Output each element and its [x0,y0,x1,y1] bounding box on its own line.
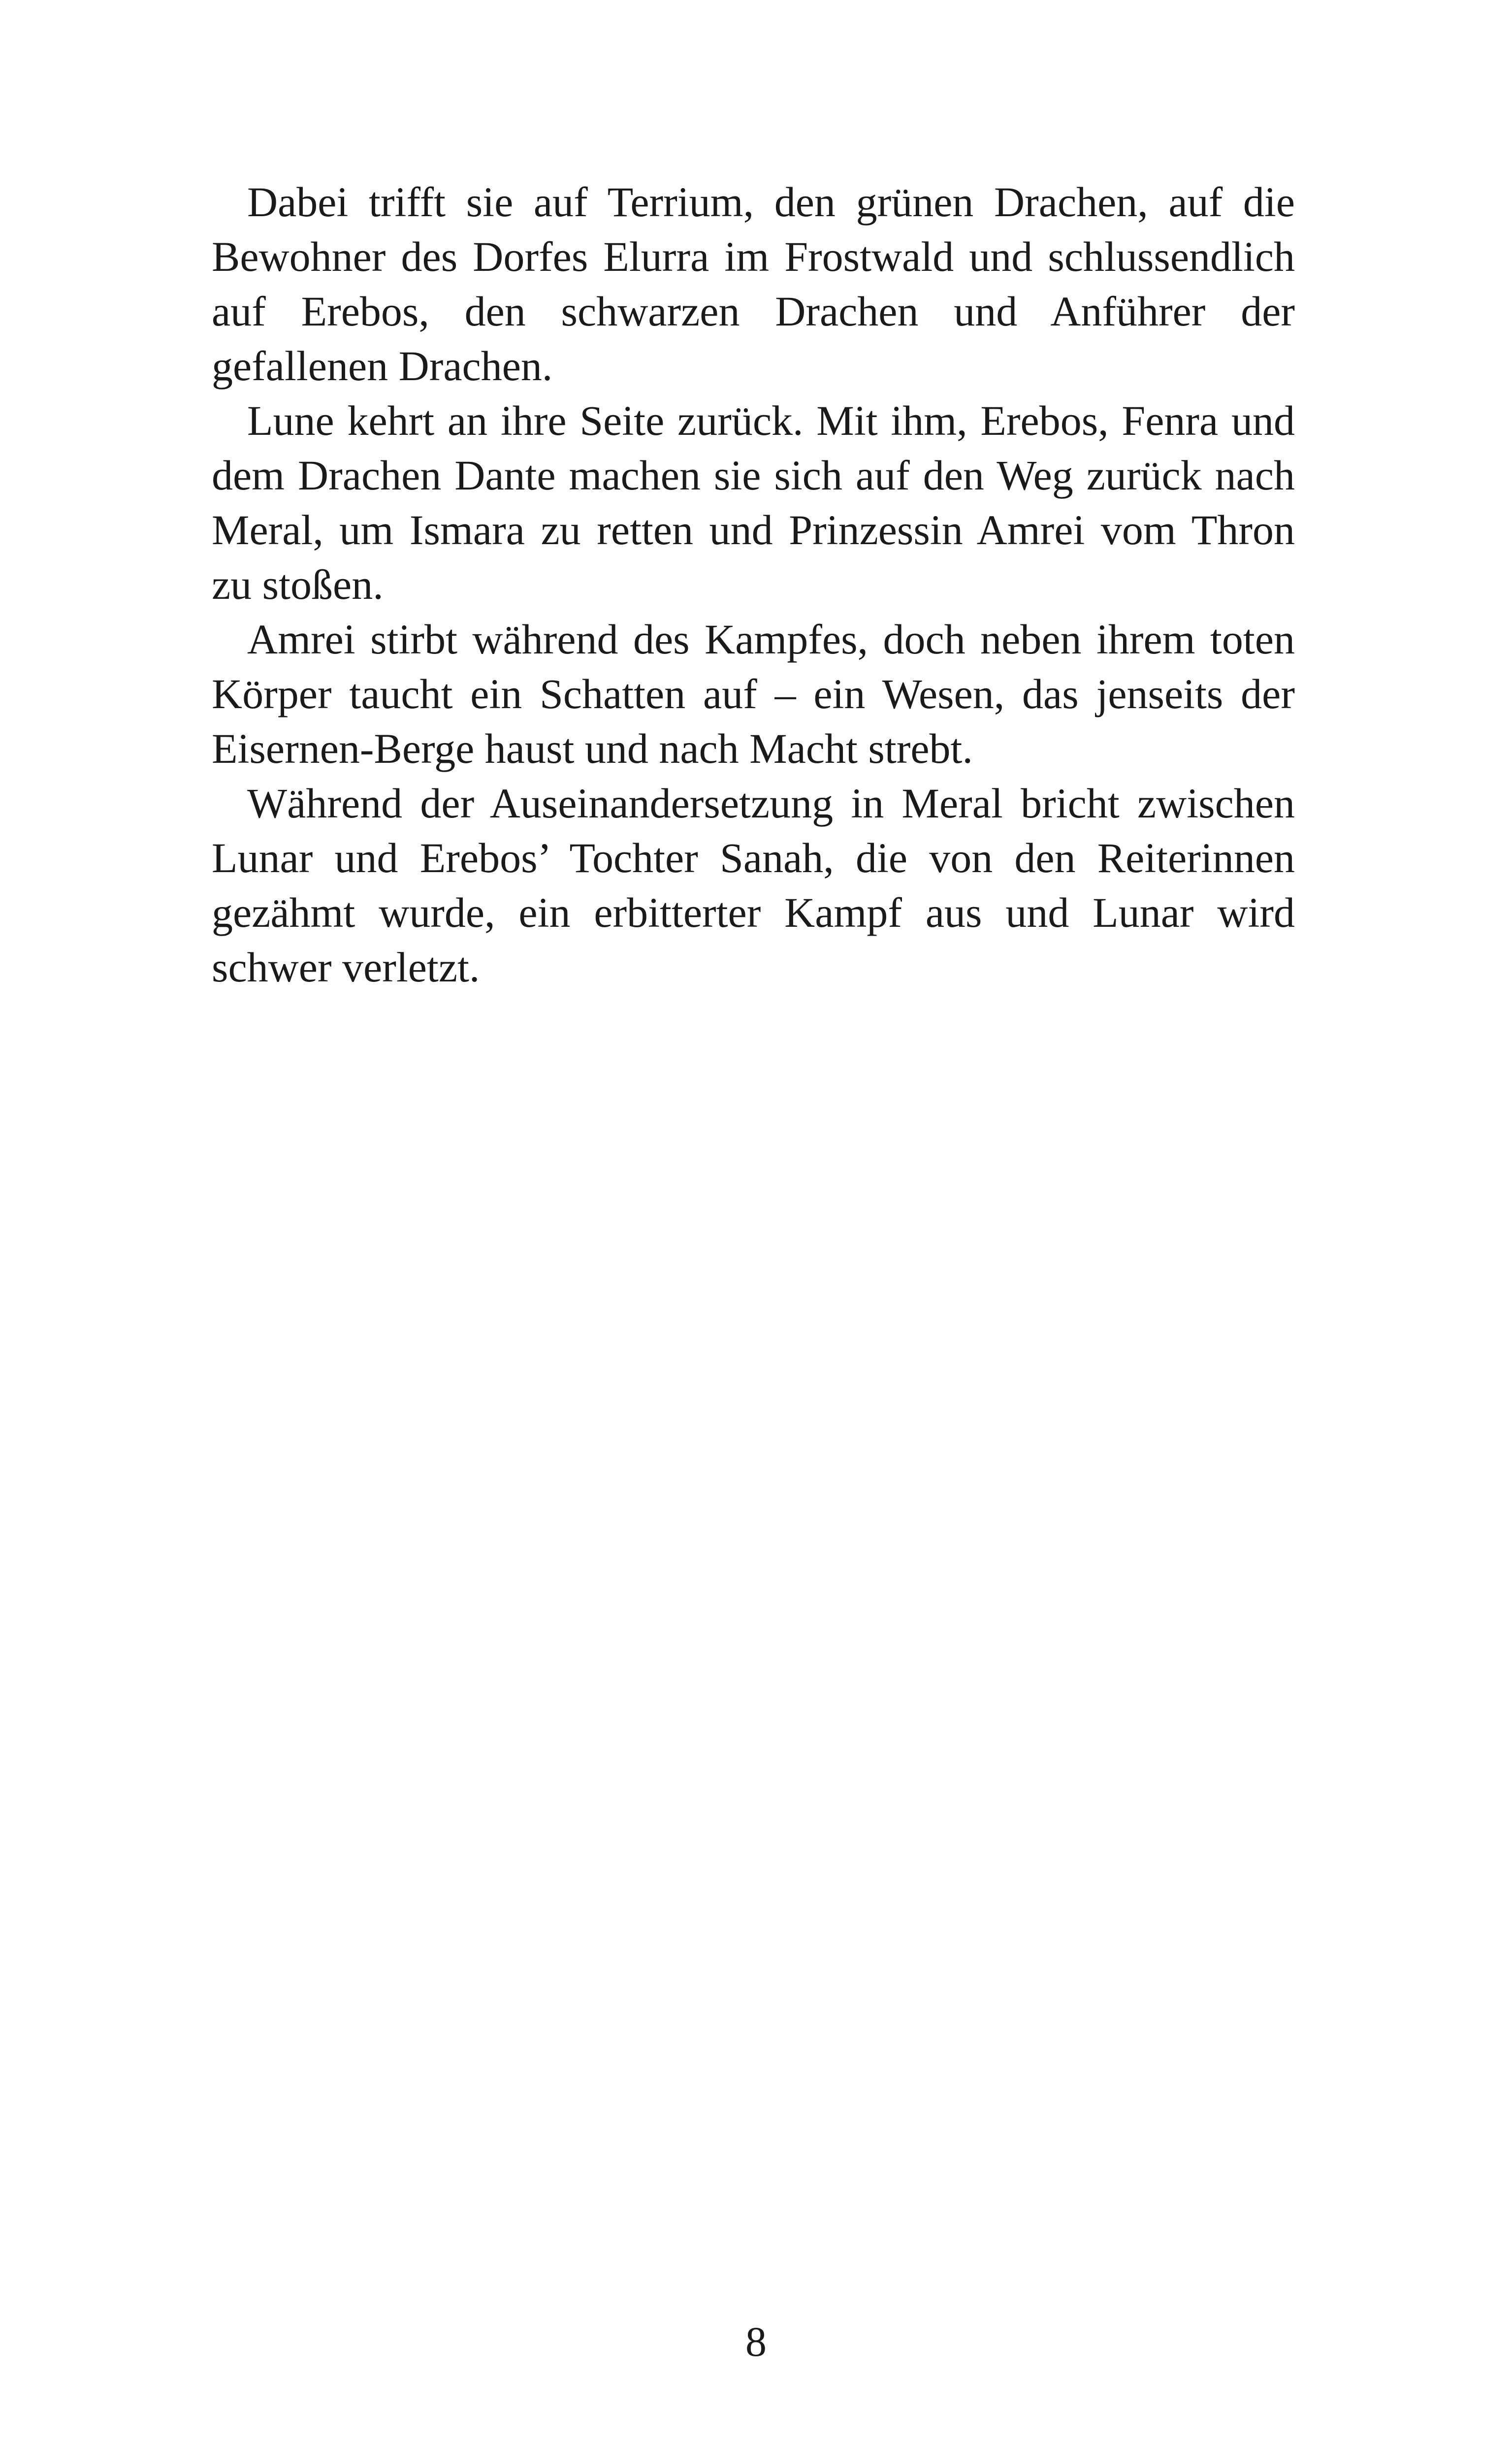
page-number: 8 [745,2318,767,2365]
paragraph-2: Lune kehrt an ihre Seite zurück. Mit ihm, Erebos, Fenra und dem Drachen Dante machen sie sich auf den Weg zurück nach Meral, um Ismara zu retten und Prinzessin Amrei vom Thron zu stoßen. [212,397,1295,608]
paragraph-3: Amrei stirbt während des Kampfes, doch neben ihrem toten Körper taucht ein Schatten auf – ein Wesen, das jenseits der Eisernen-Berge haust und nach Macht strebt. [212,616,1295,772]
paragraph-4: Während der Auseinandersetzung in Meral bricht zwischen Lunar und Erebos’ Tochter Sanah, die von den Reiterinnen gezähmt wurde, ein erbitterter Kampf aus und Lunar wird schwer verletzt. [212,780,1295,991]
paragraph-1: Dabei trifft sie auf Terrium, den grünen Drachen, auf die Bewohner des Dorfes Elurra im Frostwald und schlussendlich auf Erebos, den schwarzen Drachen und Anführer der gefallenen Drachen. [212,178,1295,390]
body-text [212,175,1295,995]
